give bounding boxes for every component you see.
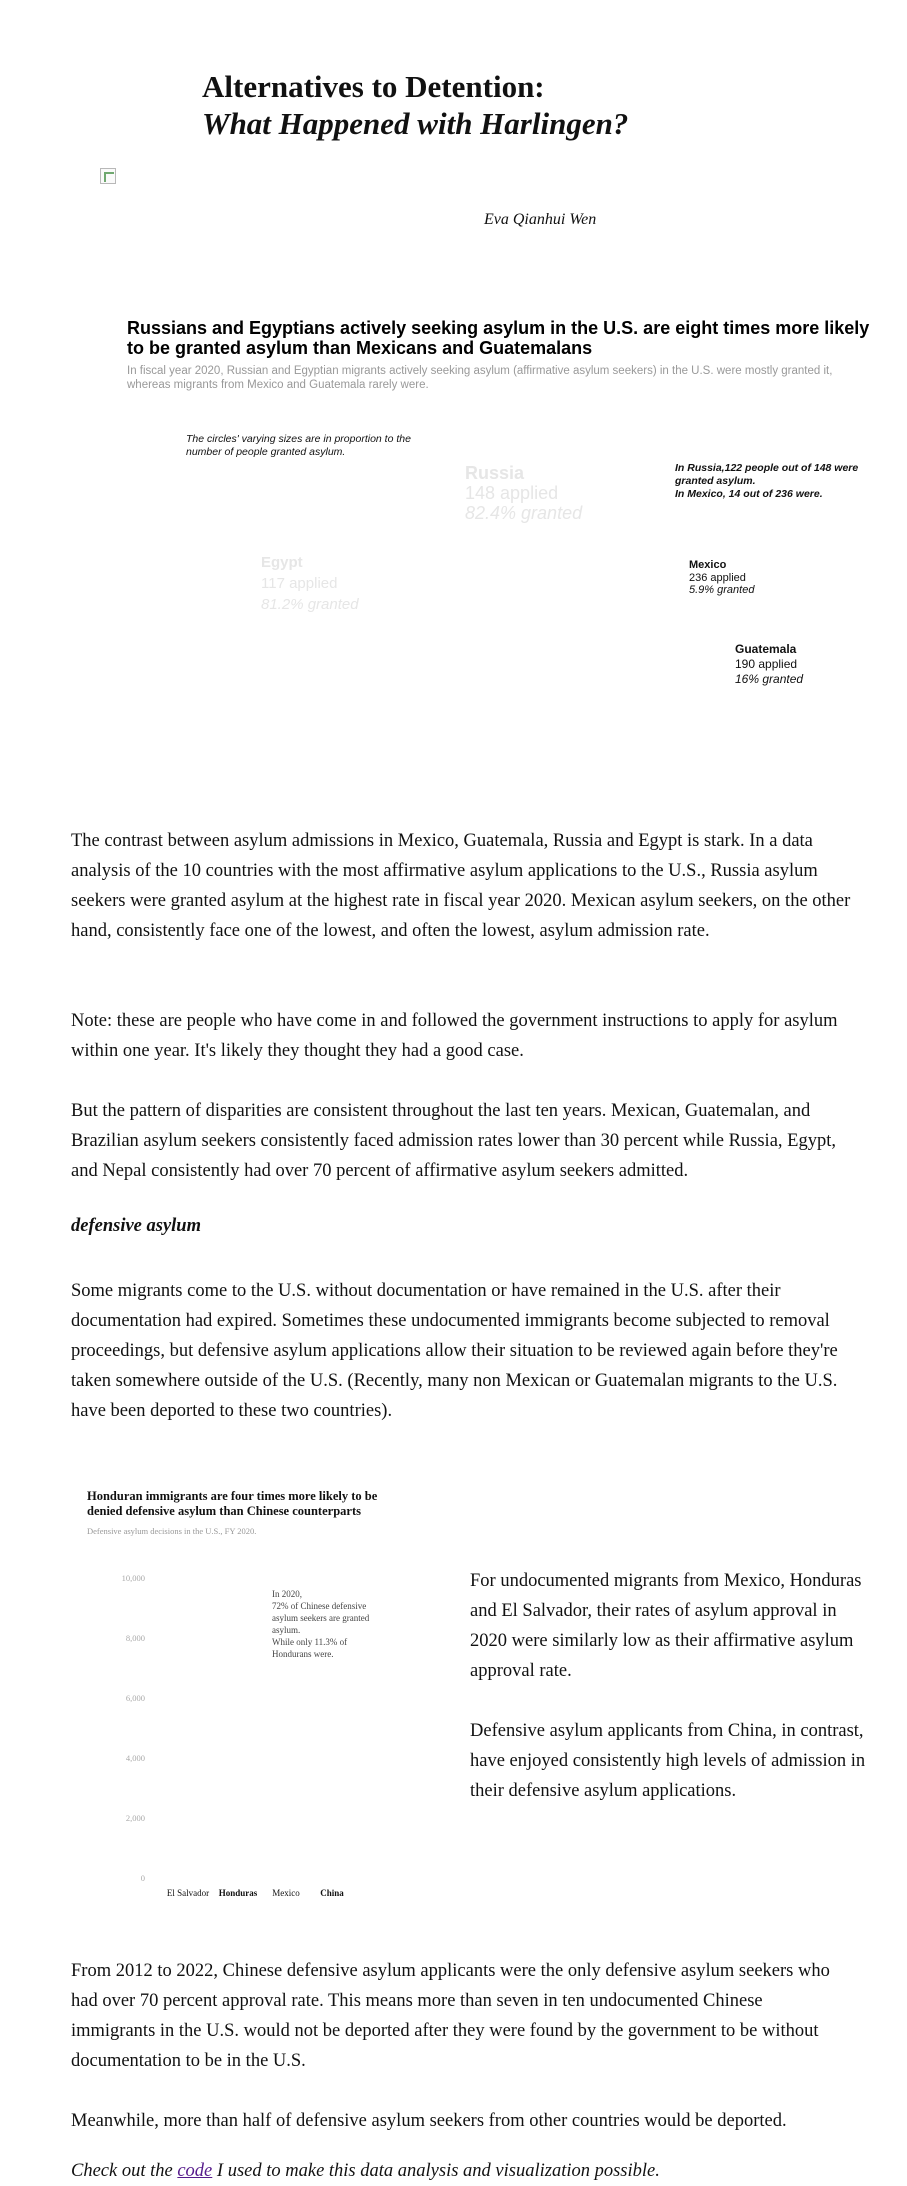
y-tick-label: 6,000 — [125, 1693, 145, 1703]
broken-image-icon — [100, 168, 116, 184]
author-byline: Eva Qianhui Wen — [484, 211, 597, 228]
chart2-headline: Honduran immigrants are four times more likely to be denied defensive asylum than Chinese counterparts — [87, 1489, 378, 1518]
granted-rate: 16% granted — [735, 672, 804, 686]
paragraph-chinese-approval: From 2012 to 2022, Chinese defensive asylum applicants were the only defensive asylum seekers who had over 70 percent approval rate. This means more than seven in ten undocumented Chinese immigrants in the U.S. would not be deported after they were found by the government to be without documentation to be in the U.S. — [71, 1961, 830, 2071]
y-tick-label: 4,000 — [125, 1753, 145, 1763]
chart2-annotation-line: Hondurans were. — [272, 1649, 334, 1659]
paragraph-defensive-intro: Some migrants come to the U.S. without documentation or have remained in the U.S. after their documentation had expired. Sometimes these undocumented immigrants become subjected to removal proceedings, but defensive asylum applications allow their situation to be reviewed again before they're taken somewhere outside of the U.S. (Recently, many non Mexican or Guatemalan migrants to the U.S. have been deported to these two countries). — [71, 1281, 838, 1421]
applied-count: 190 applied — [735, 657, 798, 671]
code-link[interactable]: code — [177, 2161, 213, 2181]
side-paragraph-china: Defensive asylum applicants from China, in contrast, have enjoyed consistently high levels of admission in their defensive asylum applications. — [470, 1721, 866, 1801]
chart2-subtitle: Defensive asylum decisions in the U.S., FY 2020. — [87, 1526, 257, 1536]
y-tick-label: 0 — [140, 1873, 145, 1883]
x-tick-label-honduras: Honduras — [218, 1888, 258, 1898]
annotation-russia: In Russia,122 people out of 148 were granted asylum. — [675, 462, 859, 487]
annotation-mexico: In Mexico, 14 out of 236 were. — [675, 488, 823, 500]
bubble-label-guatemala — [735, 642, 803, 687]
chart1-size-note: The circles' varying sizes are in proportion to the number of people granted asylum. — [186, 433, 411, 458]
bubble-label-mexico — [689, 559, 754, 597]
chart1-annotation — [675, 462, 875, 501]
granted-rate: 5.9% granted — [689, 584, 755, 596]
section-heading-defensive-asylum: defensive asylum — [71, 1216, 201, 1236]
chart2-annotation-line: asylum. — [272, 1625, 301, 1635]
chart1-subtitle: In fiscal year 2020, Russian and Egyptian migrants actively seeking asylum (affirmative asylum seekers) in the U.S. were mostly granted it, whereas migrants from Mexico and Guatemala rarely were. — [127, 365, 833, 391]
applied-count: 236 applied — [689, 571, 746, 584]
chart2-annotation-line: 72% of Chinese defensive — [272, 1601, 367, 1611]
bubble-label-russia — [465, 463, 582, 523]
title-line-1: Alternatives to Detention: — [202, 69, 545, 104]
title-line-2: What Happened with Harlingen? — [202, 106, 629, 141]
side-paragraph-low-rates: For undocumented migrants from Mexico, Honduras and El Salvador, their rates of asylum approval in 2020 were similarly low as their affirmative asylum approval rate. — [470, 1571, 862, 1681]
applied-count: 148 applied — [465, 483, 559, 503]
country-name: Guatemala — [735, 642, 797, 656]
country-name: Mexico — [689, 559, 727, 571]
paragraph-note: Note: these are people who have come in and followed the government instructions to apply for asylum within one year. It's likely they thought they had a good case. — [71, 1011, 838, 1061]
paragraph-contrast: The contrast between asylum admissions in Mexico, Guatemala, Russia and Egypt is stark. In a data analysis of the 10 countries with the most affirmative asylum applications to the U.S., Russia asylum seekers were granted asylum at the highest rate in fiscal year 2020. Mexican asylum seekers, on the other hand, consistently face one of the lowest, and often the lowest, asylum admission rate. — [71, 831, 851, 941]
country-name: Egypt — [261, 554, 303, 571]
country-name: Russia — [465, 463, 525, 483]
granted-rate: 81.2% granted — [261, 596, 359, 613]
x-tick-label-china: China — [320, 1888, 344, 1898]
y-tick-label: 8,000 — [125, 1633, 145, 1643]
x-tick-label-mexico: Mexico — [272, 1888, 300, 1898]
chart1-headline: Russians and Egyptians actively seeking asylum in the U.S. are eight times more likely to be granted asylum than Mexicans and Guatemalans — [127, 318, 870, 358]
paragraph-deported: Meanwhile, more than half of defensive asylum seekers from other countries would be deported. — [71, 2111, 787, 2131]
page-title — [202, 68, 628, 142]
footer-text-start: Check out the — [71, 2161, 173, 2181]
x-tick-label-el-salvador: El Salvador — [166, 1888, 210, 1898]
y-tick-label: 10,000 — [121, 1573, 145, 1583]
granted-rate: 82.4% granted — [465, 503, 583, 523]
defensive-asylum-bar-chart — [100, 1560, 400, 1910]
bubble-label-egypt — [261, 552, 359, 615]
footer-code-note — [71, 2156, 851, 2186]
chart2-annotation-line: While only 11.3% of — [272, 1637, 348, 1647]
chart2-annotation-line: asylum seekers are granted — [272, 1613, 370, 1623]
applied-count: 117 applied — [261, 575, 338, 592]
y-tick-label: 2,000 — [125, 1813, 145, 1823]
paragraph-disparities: But the pattern of disparities are consistent throughout the last ten years. Mexican, Guatemalan, and Brazilian asylum seekers consistently faced admission rates lower than 30 percent while Russia, Egypt, and Nepal consistently had over 70 percent of affirmative asylum seekers admitted. — [71, 1101, 836, 1181]
footer-text-end: I used to make this data analysis and visualization possible. — [216, 2161, 660, 2181]
chart2-annotation-line: In 2020, — [272, 1589, 302, 1599]
